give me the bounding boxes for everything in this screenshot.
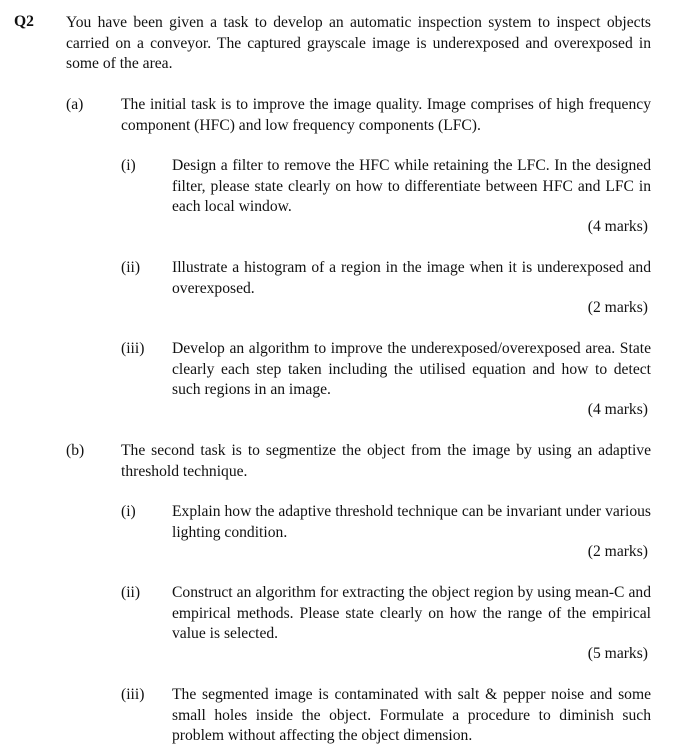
part-a-text: The initial task is to improve the image quality. Image comprises of high frequency component (HFC) and low frequency components (LFC). xyxy=(121,96,651,134)
part-a-i-label: (i) xyxy=(121,157,136,174)
part-b-iii-label: (iii) xyxy=(121,686,145,703)
part-b-text: The second task is to segmentize the object from the image by using an adaptive threshold technique. xyxy=(121,442,651,480)
part-a-iii-marks: (4 marks) xyxy=(587,401,648,418)
part-a-label: (a) xyxy=(66,96,84,113)
part-b-iii-text: The segmented image is contaminated with salt & pepper noise and some small holes inside the object. Formulate a procedure to diminish such problem without affecting the object dimension. xyxy=(172,686,651,744)
part-b-ii-text: Construct an algorithm for extracting the object region by using mean-C and empirical methods. Please state clearly on how the range of the empirical value is selected. xyxy=(172,584,651,642)
part-a-i-text: Design a filter to remove the HFC while retaining the LFC. In the designed filter, please state clearly on how to differentiate between HFC and LFC in each local window. xyxy=(172,157,651,215)
part-b-ii-marks: (5 marks) xyxy=(587,645,648,662)
part-b-i-marks: (2 marks) xyxy=(587,543,648,560)
part-a-ii-marks: (2 marks) xyxy=(587,299,648,316)
part-a-iii-text: Develop an algorithm to improve the underexposed/overexposed area. State clearly each step taken including the utilised equation and how to detect such regions in an image. xyxy=(172,340,651,398)
part-b-i-text: Explain how the adaptive threshold technique can be invariant under various lighting condition. xyxy=(172,503,651,541)
question-number: Q2 xyxy=(14,13,34,30)
part-a-ii-label: (ii) xyxy=(121,259,141,276)
part-a-i-marks: (4 marks) xyxy=(587,218,648,235)
part-a-iii-label: (iii) xyxy=(121,340,145,357)
part-b-i-label: (i) xyxy=(121,503,136,520)
part-b-ii-label: (ii) xyxy=(121,584,141,601)
part-a-ii-text: Illustrate a histogram of a region in the image when it is underexposed and overexposed. xyxy=(172,259,651,297)
part-b-label: (b) xyxy=(66,442,85,459)
question-intro: You have been given a task to develop an automatic inspection system to inspect objects carried on a conveyor. The captured grayscale image is underexposed and overexposed in some of the area. xyxy=(66,14,651,72)
